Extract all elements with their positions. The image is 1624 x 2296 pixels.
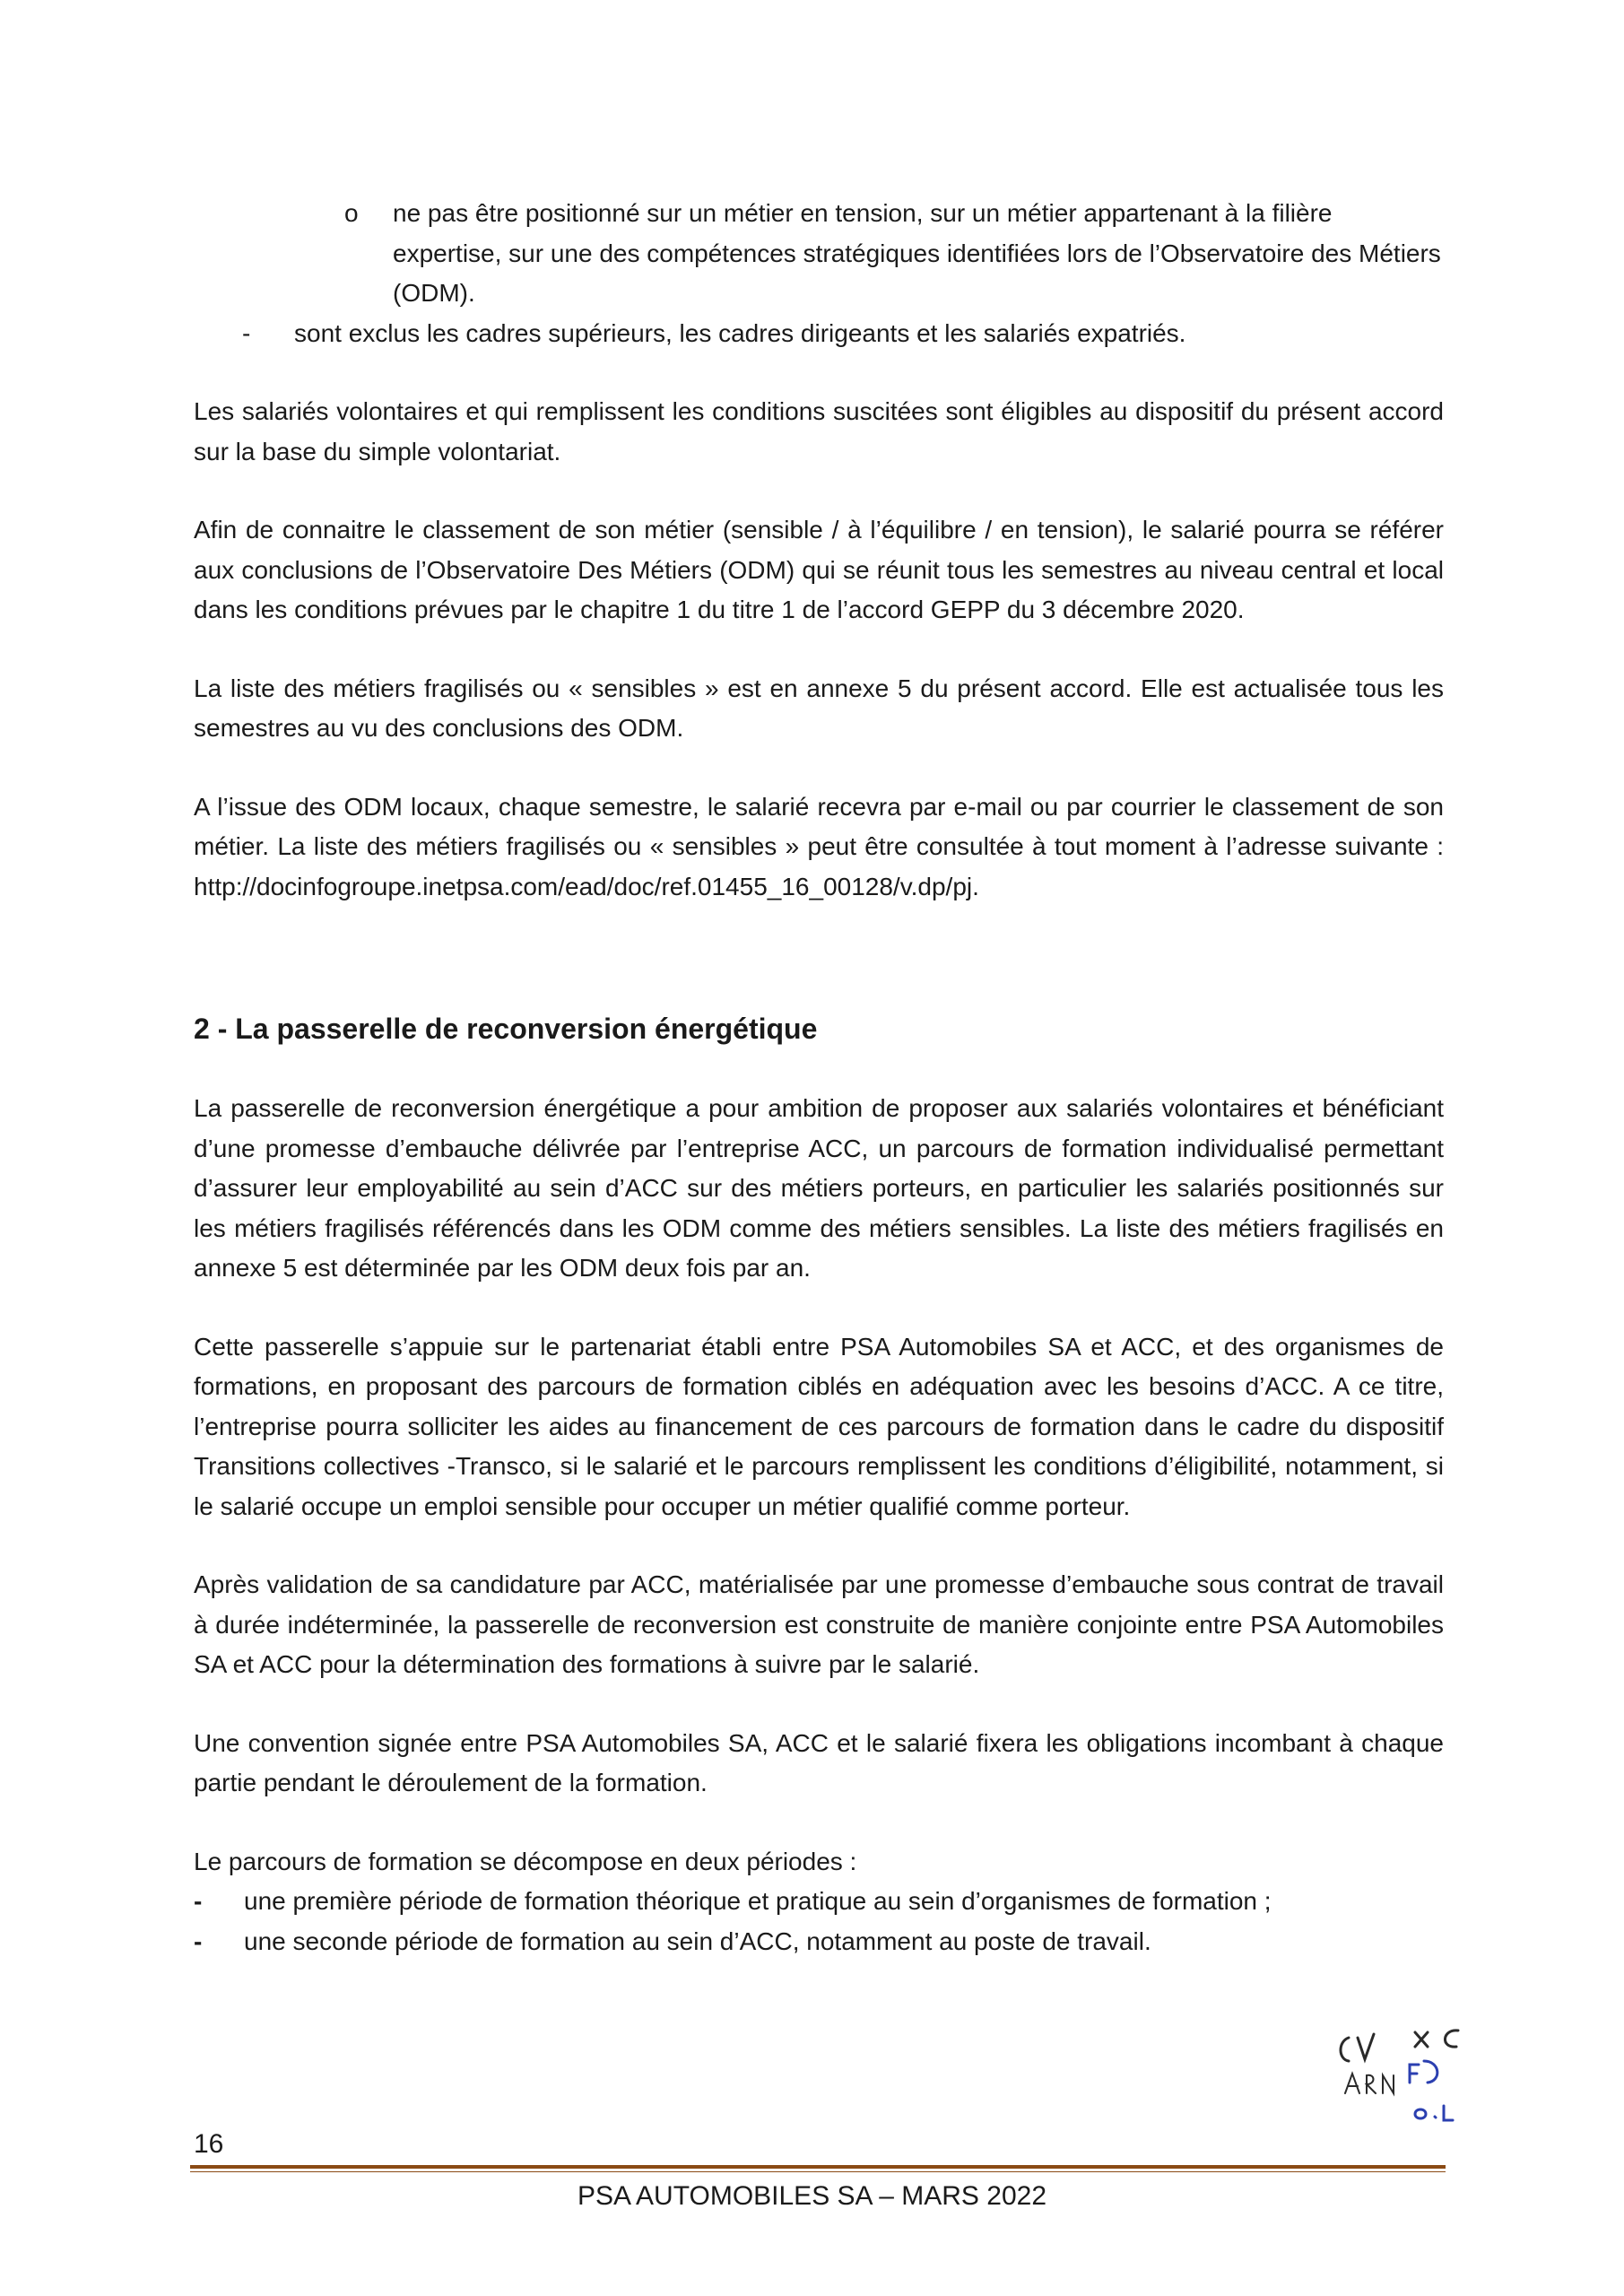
footer-rule <box>190 2165 1446 2169</box>
paragraph-ambition: La passerelle de reconversion énergétique a pour ambition de proposer aux salariés volontaires et bénéficiant d’une promesse d’embauche délivrée par l’entreprise ACC, un parcours de formation individualisé permettant d’assurer leur employabilité au sein d’ACC sur des métiers porteurs, en particulier les salariés positionnés sur les métiers fragilisés référencés dans les ODM comme des métiers sensibles. La liste des métiers fragilisés en annexe 5 est déterminée par les ODM deux fois par an. <box>194 1094 1444 1282</box>
paragraph-eligibility: Les salariés volontaires et qui remplissent les conditions suscitées sont éligibles au dispositif du présent accord sur la base du simple volontariat. <box>194 397 1444 465</box>
footer-rule-thin <box>190 2171 1446 2172</box>
page-body <box>194 194 1444 1961</box>
initials-cv <box>1341 2034 1374 2061</box>
initials-ol <box>1415 2106 1453 2120</box>
dash-marker: - <box>194 1887 203 1915</box>
period-text-1: une première période de formation théorique et pratique au sein d’organismes de formation ; <box>244 1887 1272 1915</box>
period-item-2 <box>194 1922 1444 1962</box>
paragraph-notification: A l’issue des ODM locaux, chaque semestre, le salarié recevra par e-mail ou par courrier le classement de son métier. La liste des métiers fragilisés ou « sensibles » peut être consultée à tout moment à l’adresse suivante : http://docinfogroupe.inetpsa.com/ead/doc/ref.01455_16_00128/v.dp/pj. <box>194 792 1444 900</box>
period-text-2: une seconde période de formation au sein d’ACC, notamment au poste de travail. <box>244 1926 1151 1955</box>
period-item-1 <box>194 1882 1444 1922</box>
paragraph-validation: Après validation de sa candidature par ACC, matérialisée par une promesse d’embauche sous contrat de travail à durée indéterminée, la passerelle de reconversion est construite de manière conjointe entre PSA Automobiles SA et ACC pour la détermination des formations à suivre par le salarié. <box>194 1570 1444 1678</box>
exclusion-text: sont exclus les cadres supérieurs, les cadres dirigeants et les salariés expatriés. <box>294 318 1186 347</box>
paragraph-annex: La liste des métiers fragilisés ou « sensibles » est en annexe 5 du présent accord. Elle est actualisée tous les semestres au vu des conclusions des ODM. <box>194 674 1444 742</box>
sub-bullet-text: ne pas être positionné sur un métier en tension, sur un métier appartenant à la filière expertise, sur une des compétences stratégiques identifiées lors de l’Observatoire des Métiers (ODM). <box>393 199 1441 307</box>
page-number: 16 <box>194 2129 224 2159</box>
initials-arn <box>1345 2074 1394 2093</box>
paragraph-classification: Afin de connaitre le classement de son métier (sensible / à l’équilibre / en tension), le salarié pourra se référer aux conclusions de l’Observatoire Des Métiers (ODM) qui se réunit tous les semestres au niveau central et local dans les conditions prévues par le chapitre 1 du titre 1 de l’accord GEPP du 3 décembre 2020. <box>194 516 1444 623</box>
paragraph-periods-intro: Le parcours de formation se décompose en deux périodes : <box>194 1847 857 1875</box>
paragraph-partnership: Cette passerelle s’appuie sur le partenariat établi entre PSA Automobiles SA et ACC, et des organismes de formations, en proposant des parcours de formation ciblés en adéquation avec les besoins d’ACC. A ce titre, l’entreprise pourra solliciter les aides au financement de ces parcours de formation dans le cadre du dispositif Transitions collectives -Transco, si le salarié et le parcours remplissent les conditions d’éligibilité, notamment, si le salarié occupe un emploi sensible pour occuper un métier qualifié comme porteur. <box>194 1332 1444 1520</box>
initials-xc <box>1415 2031 1458 2047</box>
exclusion-bullet <box>194 314 1444 354</box>
paragraph-convention: Une convention signée entre PSA Automobiles SA, ACC et le salarié fixera les obligations incombant à chaque partie pendant le déroulement de la formation. <box>194 1728 1444 1796</box>
dash-marker: - <box>242 318 251 347</box>
sub-bullet-item <box>194 194 1444 314</box>
circle-bullet-marker: o <box>344 199 359 227</box>
footer-text: PSA AUTOMOBILES SA – MARS 2022 <box>577 2181 1047 2211</box>
dash-marker: - <box>194 1926 203 1955</box>
handwritten-initials <box>1334 2025 1487 2124</box>
section-heading: 2 - La passerelle de reconversion énergétique <box>194 1013 818 1045</box>
initials-fd <box>1410 2061 1437 2083</box>
